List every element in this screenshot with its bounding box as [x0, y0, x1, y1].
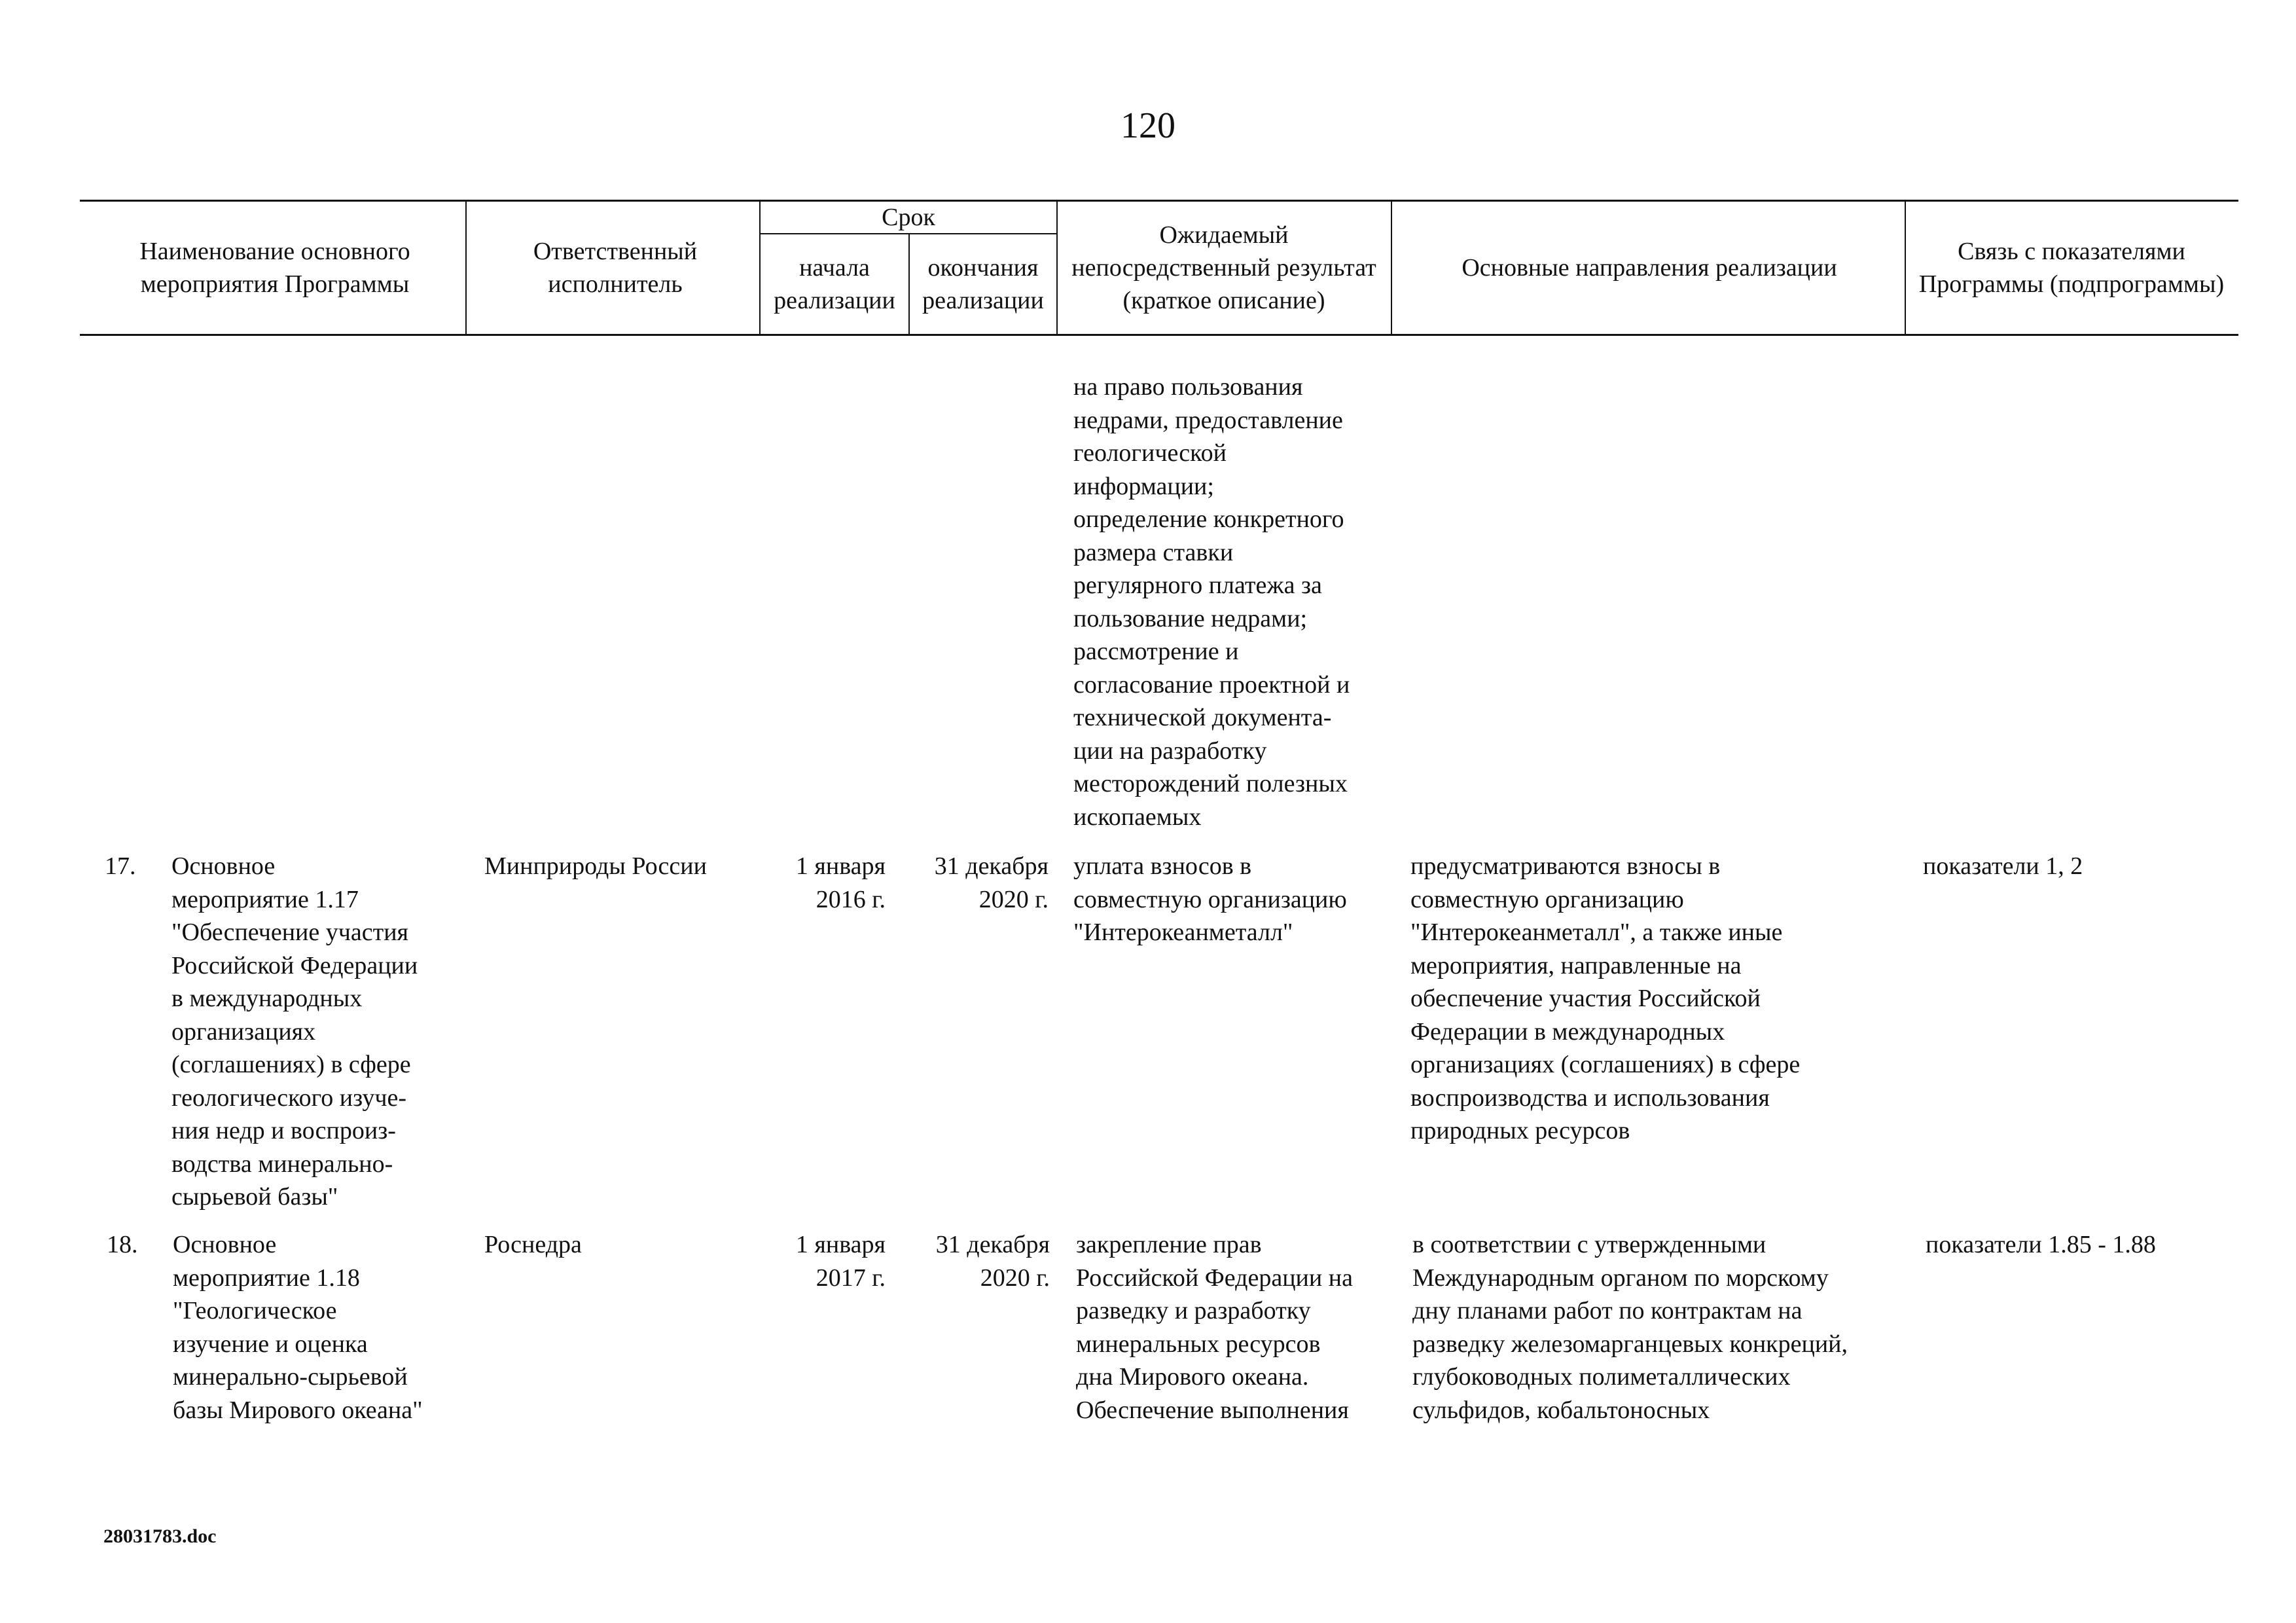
header-indicators: Связь с показателями Программы (подпрограммы): [1918, 237, 2225, 298]
header-directions: Основные направления реализации: [1462, 253, 1837, 282]
start-date: 1 января 2016 г.: [795, 852, 886, 913]
implementation-directions: предусматриваются взносы в совместную организацию "Интерокеанметалл", а также иные мероприятия, направленные на обеспечение участия Российской Федерации в международных организациях (соглашениях) в сфере воспроизводства и использования природных ресурсов: [1410, 852, 1801, 1144]
expected-result: закрепление прав Российской Федерации на разведку и разработку минеральных ресурсов дна Мирового океана. Обеспечение выполнения: [1076, 1231, 1353, 1424]
indicators-link: показатели 1, 2: [1923, 852, 2083, 880]
responsible-executor: Минприроды России: [484, 852, 707, 880]
header-divider: [465, 201, 467, 334]
row-number: 18.: [107, 1231, 138, 1258]
start-date: 1 января 2017 г.: [795, 1231, 886, 1292]
implementation-directions: в соответствии с утвержденными Международным органом по морскому дну планами работ по контрактам на разведку железомарганцевых конкреций, глубоководных полиметаллических сульфидов, кобальтоносных: [1412, 1231, 1848, 1424]
document-id: 28031783.doc: [103, 1525, 217, 1547]
responsible-executor: Роснедра: [484, 1231, 582, 1258]
header-term: Срок: [882, 203, 935, 231]
end-date: 31 декабря 2020 г.: [935, 1231, 1050, 1292]
header-start: начала реализации: [774, 254, 895, 314]
table-header-bottom-rule: [80, 334, 2238, 336]
indicators-link: показатели 1.85 - 1.88: [1926, 1231, 2156, 1258]
continuation-result: на право пользования недрами, предоставление геологической информации; определение конкретного размера ставки регулярного платежа за пользование недрами; рассмотрение и согласование проектной и технической документа- ции на разработку месторождений полезных ископаемых: [1073, 373, 1350, 831]
header-end: окончания реализации: [922, 254, 1044, 314]
header-divider: [1056, 201, 1058, 334]
event-name: Основное мероприятие 1.17 "Обеспечение участия Российской Федерации в международных организациях (соглашениях) в сфере геологического изуче- ния недр и воспроиз- водства минерально- сырьевой базы": [171, 852, 418, 1211]
header-divider: [1391, 201, 1392, 334]
header-result: Ожидаемый непосредственный результат (краткое описание): [1071, 221, 1376, 314]
event-name: Основное мероприятие 1.18 "Геологическое изучение и оценка минерально-сырьевой базы Мирового океана": [173, 1231, 423, 1424]
expected-result: уплата взносов в совместную организацию "Интерокеанметалл": [1073, 852, 1347, 946]
row-number: 17.: [105, 852, 136, 880]
header-name: Наименование основного мероприятия Программы: [139, 237, 410, 298]
end-date: 31 декабря 2020 г.: [934, 852, 1049, 913]
header-divider: [1905, 201, 1906, 334]
header-executor: Ответственный исполнитель: [533, 237, 698, 298]
page-number: 120: [1121, 105, 1175, 146]
